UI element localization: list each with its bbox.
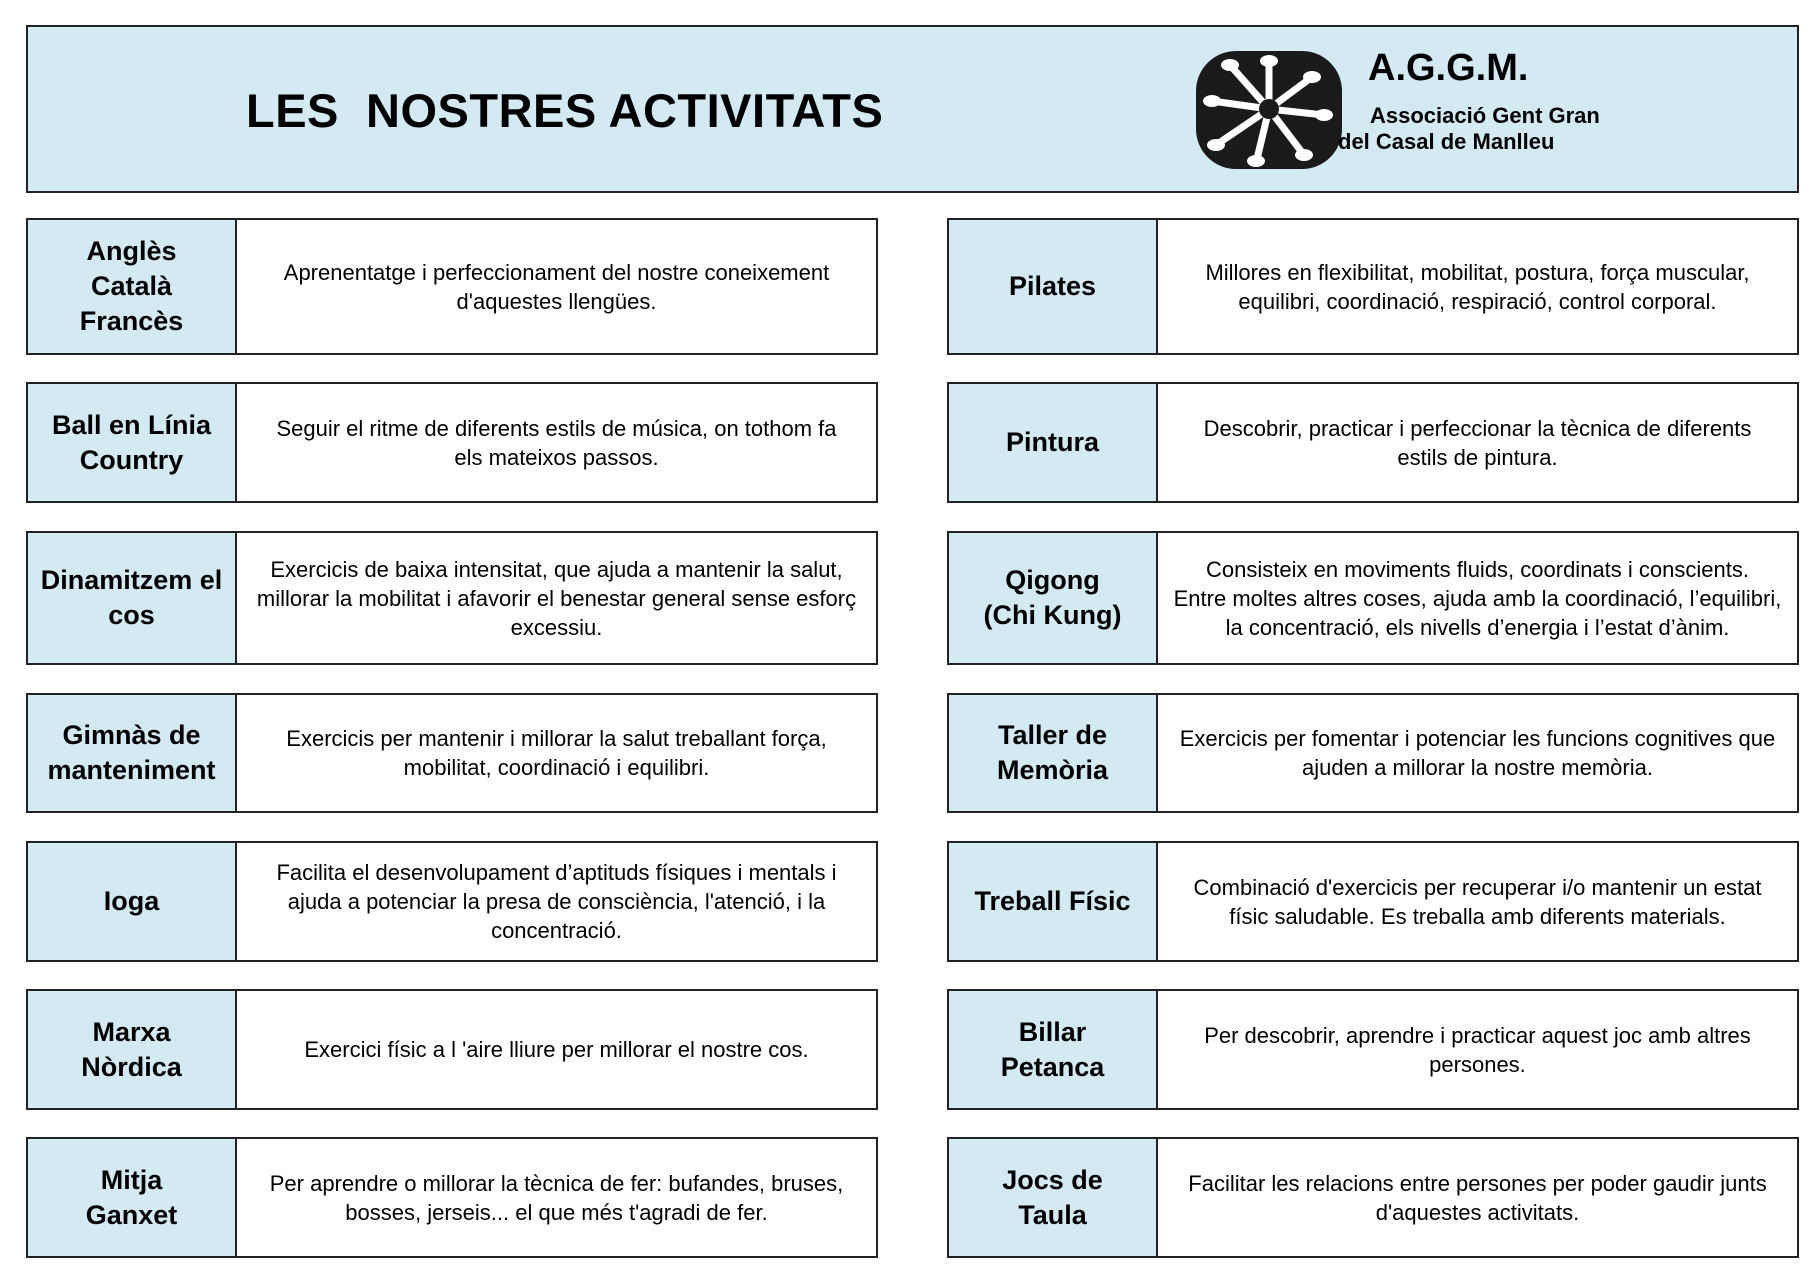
activity-card — [947, 1137, 1799, 1258]
activity-name: Ball en Línia Country — [28, 384, 237, 501]
activity-card — [947, 841, 1799, 962]
org-name-line-2: del Casal de Manlleu — [1338, 129, 1555, 154]
org-abbreviation: A.G.G.M. — [1368, 47, 1529, 89]
activity-description: Exercici físic a l 'aire lliure per millorar el nostre cos. — [304, 1037, 809, 1062]
activity-card — [947, 218, 1799, 355]
activity-description: Descobrir, practicar i perfeccionar la tècnica de diferents estils de pintura. — [1203, 415, 1752, 470]
activity-card — [26, 693, 878, 813]
activity-name: Mitja Ganxet — [28, 1139, 237, 1256]
activity-card — [26, 989, 878, 1110]
activity-description: Facilita el desenvolupament d’aptituds físiques i mentals i ajuda a potenciar la presa de consciència, l'atenció, i la concentració. — [276, 860, 837, 943]
page-title: LES NOSTRES ACTIVITATS — [246, 84, 884, 137]
activity-card — [947, 693, 1799, 813]
activity-card — [947, 382, 1799, 503]
activity-description: Exercicis de baixa intensitat, que ajuda a mantenir la salut, millorar la mobilitat i afavorir el benestar general sense esforç excessiu. — [256, 556, 857, 640]
activity-description: Combinació d'exercicis per recuperar i/o mantenir un estat físic saludable. Es treballa amb diferents materials. — [1193, 874, 1762, 929]
activity-description: Per descobrir, aprendre i practicar aquest joc amb altres persones. — [1204, 1022, 1751, 1077]
activity-card — [947, 531, 1799, 665]
hands-circle-logo-icon — [1194, 45, 1344, 173]
activity-description: Millores en flexibilitat, mobilitat, postura, força muscular, equilibri, coordinació, respiració, control corporal. — [1205, 259, 1750, 314]
header-banner — [26, 25, 1799, 193]
activity-name: Jocs de Taula — [949, 1139, 1158, 1256]
activity-card — [26, 531, 878, 665]
org-name-line-1: Associació Gent Gran — [1370, 103, 1600, 128]
activity-description: Consisteix en moviments fluids, coordinats i conscients. Entre moltes altres coses, ajuda amb la coordinació, l’equilibri, la concentració, els nivells d’energia i l’estat d’ànim. — [1173, 556, 1782, 640]
activity-name: Pilates — [949, 220, 1158, 353]
activity-description: Per aprendre o millorar la tècnica de fer: bufandes, bruses, bosses, jerseis... el que més t'agradi de fer. — [269, 1170, 844, 1225]
activity-description: Exercicis per mantenir i millorar la salut treballant força, mobilitat, coordinació i equilibri. — [286, 726, 827, 780]
activity-name: Taller de Memòria — [949, 695, 1158, 811]
activity-card — [947, 989, 1799, 1110]
activity-name: Marxa Nòrdica — [28, 991, 237, 1108]
activity-description: Facilitar les relacions entre persones per poder gaudir junts d'aquestes activitats. — [1188, 1170, 1767, 1225]
activity-name: Billar Petanca — [949, 991, 1158, 1108]
activity-name: Ioga — [28, 843, 237, 960]
activity-card — [26, 382, 878, 503]
activity-name: Pintura — [949, 384, 1158, 501]
org-name — [1338, 103, 1600, 155]
activity-name: Dinamitzem el cos — [28, 533, 237, 663]
activity-description: Exercicis per fomentar i potenciar les funcions cognitives que ajuden a millorar la nostre memòria. — [1179, 726, 1776, 780]
activity-name: Gimnàs de manteniment — [28, 695, 237, 811]
activity-card — [26, 218, 878, 355]
activity-description: Seguir el ritme de diferents estils de música, on tothom fa els mateixos passos. — [276, 415, 837, 470]
activity-name: Treball Físic — [949, 843, 1158, 960]
activity-card — [26, 841, 878, 962]
activity-description: Aprenentatge i perfeccionament del nostre coneixement d'aquestes llengües. — [283, 259, 830, 314]
activity-name: Qigong (Chi Kung) — [949, 533, 1158, 663]
activity-name: Anglès Català Francès — [28, 220, 237, 353]
activity-card — [26, 1137, 878, 1258]
